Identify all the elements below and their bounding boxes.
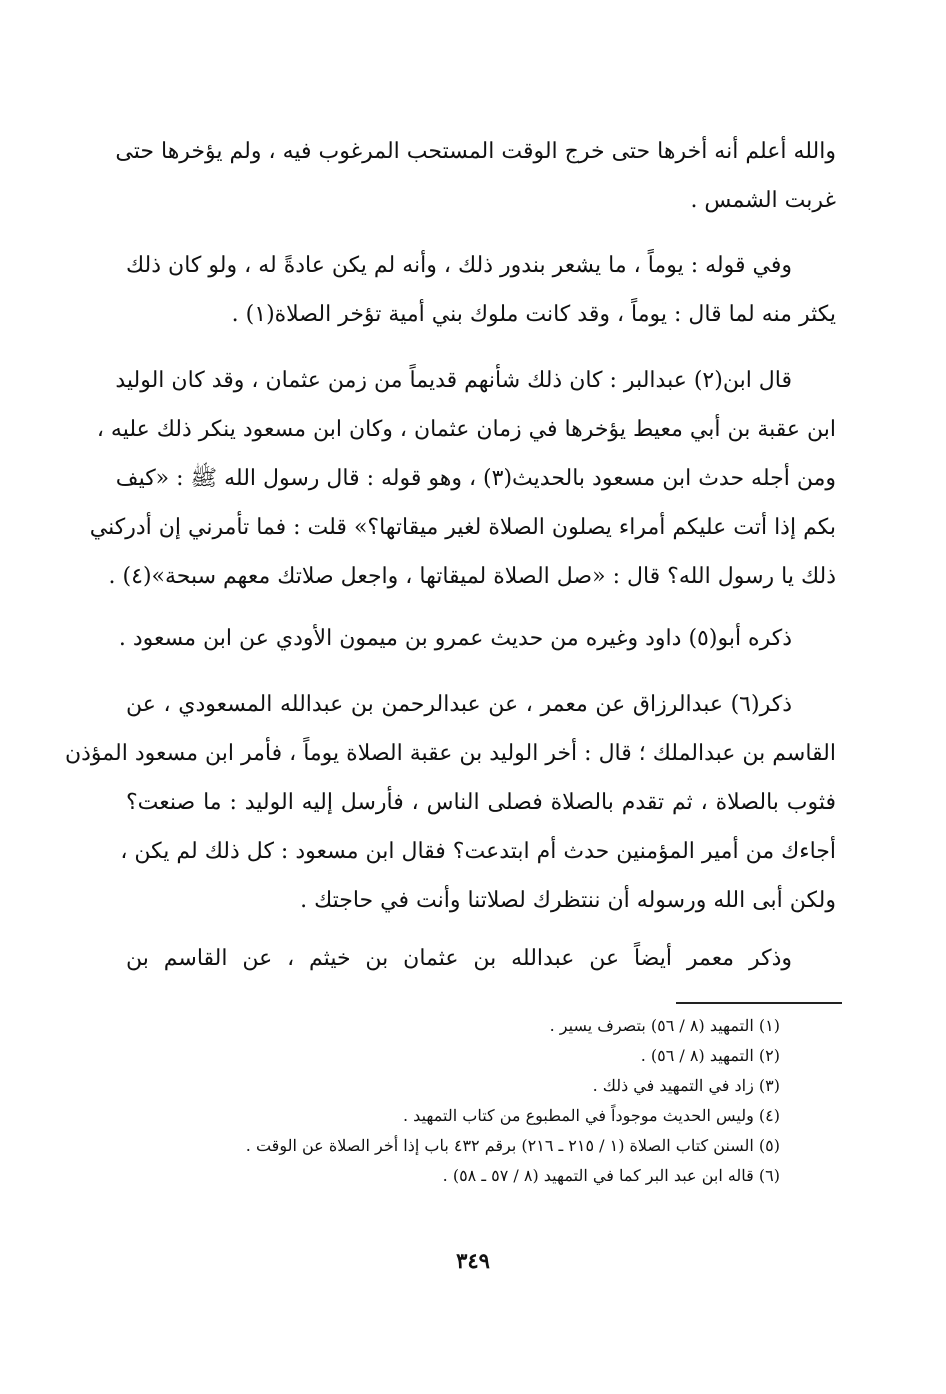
text-line: فثوب بالصلاة ، ثم تقدم بالصلاة فصلى الناس ، فأرسل إليه الوليد : ما صنعت؟ xyxy=(126,790,836,815)
text-line: أجاءك من أمير المؤمنين حدث أم ابتدعت؟ فقال ابن مسعود : كل ذلك لم يكن ، xyxy=(120,839,836,864)
text-line: ولكن أبى الله ورسوله أن ننتظرك لصلاتنا وأنت في حاجتك . xyxy=(300,888,836,913)
text-line: ومن أجله حدث ابن مسعود بالحديث(٣) ، وهو قوله : قال رسول الله ﷺ : «كيف xyxy=(115,466,836,491)
footnotes xyxy=(160,1011,780,1191)
footnote-divider xyxy=(676,1002,842,1004)
text-line: وذكر معمر أيضاً عن عبدالله بن عثمان بن خيثم ، عن القاسم بن xyxy=(126,946,792,971)
text-line: القاسم بن عبدالملك ؛ قال : أخر الوليد بن عقبة الصلاة يوماً ، فأمر ابن مسعود المؤذن xyxy=(64,741,836,766)
footnote: (٤) وليس الحديث موجوداً في المطبوع من كتاب التمهيد . xyxy=(403,1106,780,1125)
text-line: ذكر(٦) عبدالرزاق عن معمر ، عن عبدالرحمن بن عبدالله المسعودي ، عن xyxy=(126,692,792,717)
footnote: (٣) زاد في التمهيد في ذلك . xyxy=(592,1076,780,1095)
text-line: يكثر منه لما قال : يوماً ، وقد كانت ملوك بني أمية تؤخر الصلاة(١) . xyxy=(231,302,836,327)
text-line: ذكره أبو(٥) داود وغيره من حديث عمرو بن ميمون الأودي عن ابن مسعود . xyxy=(118,626,792,651)
footnote: (٦) قاله ابن عبد البر كما في التمهيد (٨ / ٥٧ ـ ٥٨) . xyxy=(442,1166,780,1185)
text-line: وفي قوله : يوماً ، ما يشعر بندور ذلك ، وأنه لم يكن عادةً له ، ولو كان ذلك xyxy=(126,253,792,278)
text-line: غربت الشمس . xyxy=(690,188,836,213)
paragraph-2 xyxy=(126,241,836,339)
paragraph-6 xyxy=(126,934,836,983)
footnote: (١) التمهيد (٨ / ٥٦) بتصرف يسير . xyxy=(549,1016,780,1035)
paragraph-3 xyxy=(89,356,836,601)
paragraph-4 xyxy=(118,614,836,663)
text-line: بكم إذا أتت عليكم أمراء يصلون الصلاة لغير ميقاتها؟» قلت : فما تأمرني إن أدركني xyxy=(89,515,836,540)
text-line: والله أعلم أنه أخرها حتى خرج الوقت المستحب المرغوب فيه ، ولم يؤخرها حتى xyxy=(115,139,836,164)
text-line: ابن عقبة بن أبي معيط يؤخرها في زمان عثمان ، وكان ابن مسعود ينكر ذلك عليه ، xyxy=(96,417,836,442)
footnote: (٥) السنن كتاب الصلاة (١ / ٢١٥ ـ ٢١٦) برقم ٤٣٢ باب إذا أخر الصلاة عن الوقت . xyxy=(245,1136,780,1155)
footnote: (٢) التمهيد (٨ / ٥٦) . xyxy=(640,1046,780,1065)
paragraph-1 xyxy=(115,127,836,225)
text-line: ذلك يا رسول الله؟ قال : «صل الصلاة لميقاتها ، واجعل صلاتك معهم سبحة»(٤) . xyxy=(108,564,836,589)
paragraph-5 xyxy=(64,680,836,925)
text-line: قال ابن(٢) عبدالبر : كان ذلك شأنهم قديماً من زمن عثمان ، وقد كان الوليد xyxy=(115,368,792,393)
page-number: ٣٤٩ xyxy=(456,1248,490,1273)
